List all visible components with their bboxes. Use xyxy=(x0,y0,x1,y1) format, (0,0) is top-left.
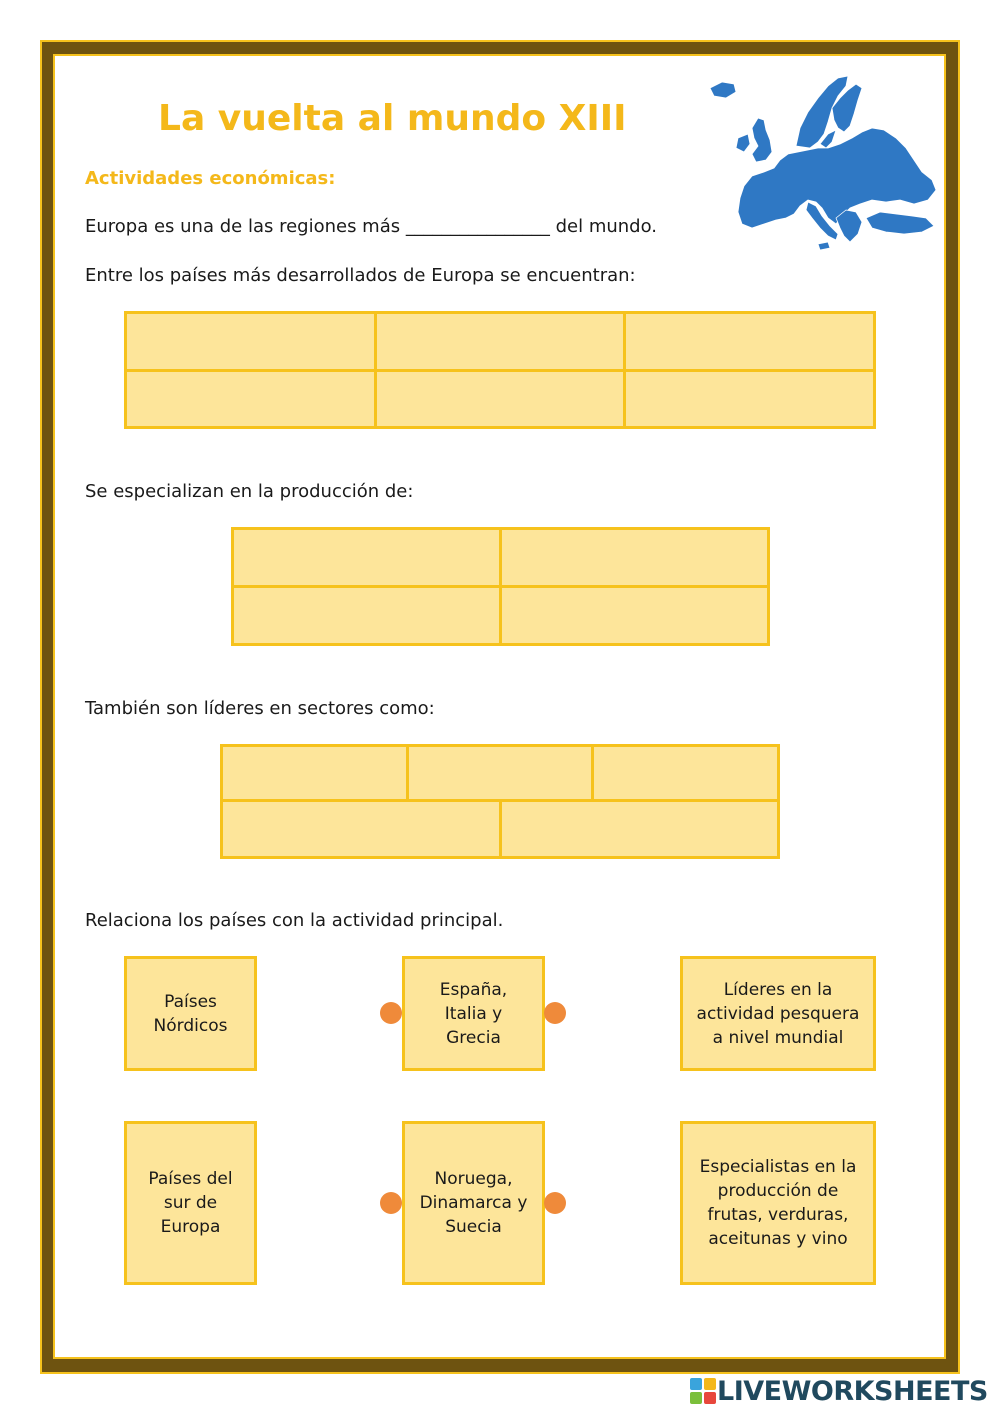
match-right-fishing: Líderes en la actividad pesquera a nivel mundial xyxy=(680,956,876,1071)
match-left-nordic: Países Nórdicos xyxy=(124,956,257,1071)
blank-development-field[interactable]: ________________ xyxy=(405,216,550,237)
match-right-agriculture: Especialistas en la producción de frutas, verduras, aceitunas y vino xyxy=(680,1121,876,1285)
country-answer-6[interactable] xyxy=(626,372,873,427)
europe-map-icon xyxy=(700,68,940,258)
match-dot-right-2[interactable] xyxy=(544,1192,566,1214)
production-answer-4[interactable] xyxy=(502,588,767,643)
match-left-south: Países del sur de Europa xyxy=(124,1121,257,1285)
countries-answer-grid xyxy=(124,311,876,429)
sector-answer-5[interactable] xyxy=(502,802,778,856)
sector-answer-4[interactable] xyxy=(223,802,499,856)
production-answer-2[interactable] xyxy=(502,530,767,585)
prompt-match: Relaciona los países con la actividad principal. xyxy=(85,910,504,931)
sentence-economy xyxy=(85,216,657,237)
production-answer-3[interactable] xyxy=(234,588,499,643)
liveworksheets-logo-text: LIVEWORKSHEETS xyxy=(717,1375,988,1407)
liveworksheets-logo-icon xyxy=(689,1377,717,1405)
production-answer-grid xyxy=(231,527,770,646)
sector-answer-3[interactable] xyxy=(594,747,777,799)
country-answer-5[interactable] xyxy=(377,372,624,427)
match-middle-south: España, Italia y Grecia xyxy=(402,956,545,1071)
prompt-sectors: También son líderes en sectores como: xyxy=(85,698,435,719)
sectors-answer-grid-top xyxy=(220,744,780,802)
liveworksheets-logo xyxy=(689,1374,988,1408)
sector-answer-2[interactable] xyxy=(409,747,592,799)
country-answer-2[interactable] xyxy=(377,314,624,369)
worksheet-title: La vuelta al mundo XIII xyxy=(158,98,627,139)
production-answer-1[interactable] xyxy=(234,530,499,585)
sentence-economy-start: Europa es una de las regiones más xyxy=(85,216,401,237)
sentence-economy-end: del mundo. xyxy=(555,216,658,237)
sectors-answer-grid-bottom xyxy=(220,799,780,859)
match-dot-left-2[interactable] xyxy=(380,1192,402,1214)
section-heading: Actividades económicas: xyxy=(85,168,336,189)
country-answer-4[interactable] xyxy=(127,372,374,427)
country-answer-1[interactable] xyxy=(127,314,374,369)
match-dot-left-1[interactable] xyxy=(380,1002,402,1024)
sector-answer-1[interactable] xyxy=(223,747,406,799)
country-answer-3[interactable] xyxy=(626,314,873,369)
prompt-developed-countries: Entre los países más desarrollados de Europa se encuentran: xyxy=(85,265,636,286)
prompt-production: Se especializan en la producción de: xyxy=(85,481,414,502)
match-dot-right-1[interactable] xyxy=(544,1002,566,1024)
match-middle-nordic: Noruega, Dinamarca y Suecia xyxy=(402,1121,545,1285)
